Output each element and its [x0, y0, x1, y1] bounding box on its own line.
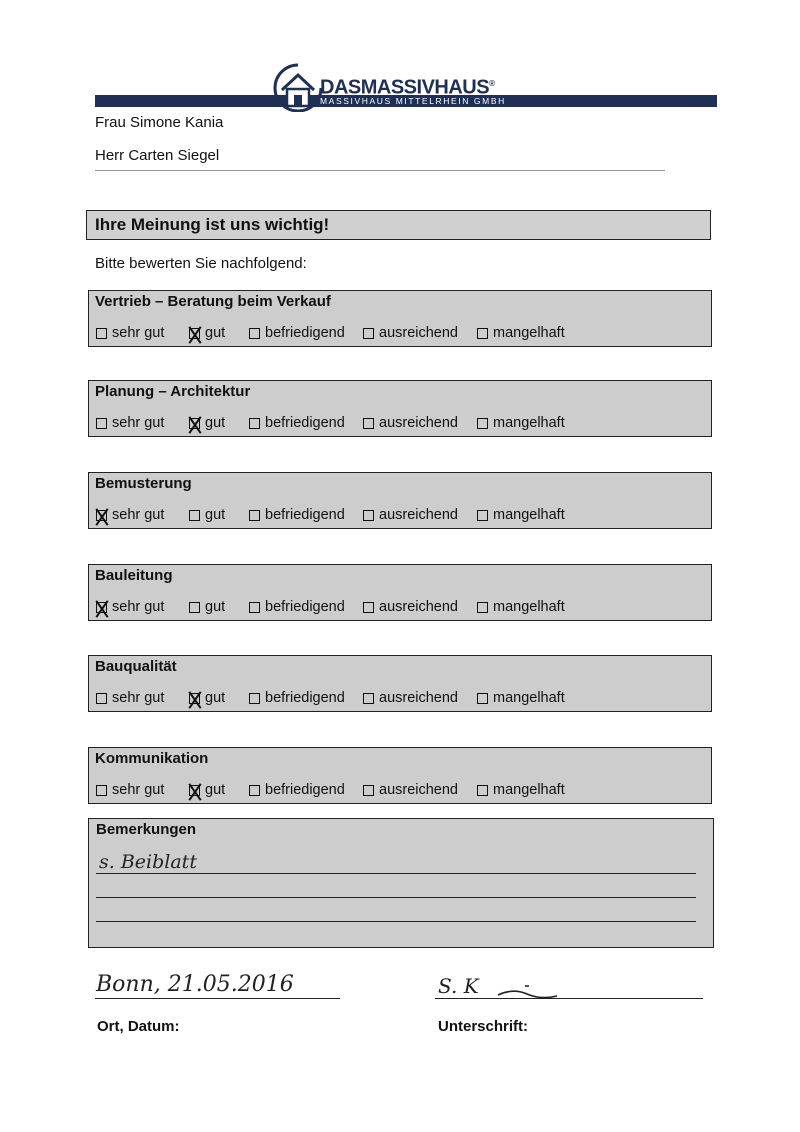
place-date-value[interactable]: Bonn, 21.05.2016 [96, 972, 294, 997]
category-title: Bauleitung [95, 567, 173, 584]
checkbox[interactable] [477, 602, 488, 613]
option-label: mangelhaft [493, 507, 565, 523]
rating-option[interactable] [249, 782, 345, 798]
checkbox[interactable] [249, 418, 260, 429]
rating-option[interactable] [189, 690, 225, 706]
signature-value[interactable]: S. K [438, 974, 479, 998]
checkbox[interactable] [363, 510, 374, 521]
option-label: gut [205, 690, 226, 706]
option-label: ausreichend [379, 599, 458, 615]
rating-option[interactable] [96, 782, 164, 798]
rating-option[interactable] [249, 507, 345, 523]
option-label: sehr gut [112, 782, 165, 798]
rating-option[interactable] [363, 325, 458, 341]
checkbox[interactable] [96, 785, 107, 796]
rating-option[interactable] [189, 599, 225, 615]
option-label: befriedigend [265, 690, 345, 706]
checkbox[interactable] [363, 602, 374, 613]
checkbox[interactable] [249, 785, 260, 796]
rating-option[interactable] [96, 325, 164, 341]
rating-option[interactable] [477, 782, 565, 798]
checkbox[interactable] [249, 510, 260, 521]
checkbox[interactable] [249, 602, 260, 613]
signature-label: Unterschrift: [438, 1018, 529, 1035]
rating-option[interactable] [477, 507, 565, 523]
remarks-box [88, 818, 714, 948]
recipient-2: Herr Carten Siegel [95, 147, 220, 164]
remarks-text[interactable]: s. Beiblatt [99, 851, 197, 873]
option-label: ausreichend [379, 690, 458, 706]
checkbox[interactable] [189, 602, 200, 613]
rating-option[interactable] [189, 507, 225, 523]
checkbox[interactable] [189, 510, 200, 521]
rating-option[interactable] [96, 599, 164, 615]
checkbox[interactable] [477, 785, 488, 796]
rating-option[interactable] [189, 325, 225, 341]
checkbox[interactable] [249, 693, 260, 704]
rating-option[interactable] [477, 599, 565, 615]
checkbox[interactable] [189, 693, 200, 704]
rating-option[interactable] [249, 325, 345, 341]
checkbox[interactable] [363, 328, 374, 339]
option-label: gut [205, 325, 226, 341]
option-label: ausreichend [379, 507, 458, 523]
category-title: Kommunikation [95, 750, 209, 767]
rating-category [88, 564, 712, 621]
remarks-line-1 [96, 873, 696, 874]
rating-option[interactable] [249, 690, 345, 706]
option-label: mangelhaft [493, 690, 565, 706]
signature-line [435, 998, 703, 999]
rating-category [88, 655, 712, 712]
rating-option[interactable] [363, 415, 458, 431]
checkbox[interactable] [249, 328, 260, 339]
checkbox[interactable] [477, 328, 488, 339]
option-label: befriedigend [265, 507, 345, 523]
rating-category [88, 380, 712, 437]
option-label: ausreichend [379, 415, 458, 431]
option-label: gut [205, 507, 226, 523]
rating-option[interactable] [477, 690, 565, 706]
checkbox[interactable] [96, 693, 107, 704]
rating-option[interactable] [363, 782, 458, 798]
option-label: sehr gut [112, 690, 165, 706]
category-title: Vertrieb – Beratung beim Verkauf [95, 293, 331, 310]
checkbox[interactable] [189, 785, 200, 796]
page-title: Ihre Meinung ist uns wichtig! [95, 215, 330, 234]
recipient-1: Frau Simone Kania [95, 114, 224, 131]
option-label: mangelhaft [493, 599, 565, 615]
address-divider [95, 170, 665, 171]
checkbox[interactable] [96, 510, 107, 521]
option-label: mangelhaft [493, 782, 565, 798]
rating-option[interactable] [189, 782, 225, 798]
option-label: ausreichend [379, 325, 458, 341]
checkbox[interactable] [189, 418, 200, 429]
rating-option[interactable] [477, 415, 565, 431]
rating-category [88, 747, 712, 804]
option-label: gut [205, 415, 226, 431]
option-label: mangelhaft [493, 325, 565, 341]
checkbox[interactable] [477, 510, 488, 521]
option-label: sehr gut [112, 507, 165, 523]
option-label: sehr gut [112, 599, 165, 615]
option-label: sehr gut [112, 325, 165, 341]
option-label: gut [205, 782, 226, 798]
checkbox[interactable] [189, 328, 200, 339]
option-label: befriedigend [265, 599, 345, 615]
option-label: befriedigend [265, 782, 345, 798]
option-label: sehr gut [112, 415, 165, 431]
rating-option[interactable] [249, 599, 345, 615]
remarks-title: Bemerkungen [96, 821, 197, 838]
place-date-line [95, 998, 340, 999]
checkbox[interactable] [477, 418, 488, 429]
rating-option[interactable] [96, 415, 164, 431]
rating-option[interactable] [477, 325, 565, 341]
rating-option[interactable] [363, 599, 458, 615]
checkbox[interactable] [96, 602, 107, 613]
remarks-line-2 [96, 897, 696, 898]
place-date-label: Ort, Datum: [97, 1018, 180, 1035]
house-icon [272, 62, 324, 112]
rating-option[interactable] [96, 507, 164, 523]
checkbox[interactable] [363, 693, 374, 704]
intro-text: Bitte bewerten Sie nachfolgend: [95, 255, 307, 272]
logo-brand: DASMASSIVHAUS® [320, 76, 495, 99]
option-label: befriedigend [265, 415, 345, 431]
checkbox[interactable] [477, 693, 488, 704]
rating-option[interactable] [189, 415, 225, 431]
option-label: ausreichend [379, 782, 458, 798]
checkbox[interactable] [363, 418, 374, 429]
headline-box [86, 210, 711, 240]
checkbox[interactable] [96, 418, 107, 429]
rating-category [88, 290, 712, 347]
option-label: mangelhaft [493, 415, 565, 431]
logo-subline: MASSIVHAUS MITTELRHEIN GMBH [320, 96, 506, 106]
category-title: Bauqualität [95, 658, 177, 675]
rating-option[interactable] [363, 507, 458, 523]
remarks-line-3 [96, 921, 696, 922]
option-label: befriedigend [265, 325, 345, 341]
rating-option[interactable] [363, 690, 458, 706]
rating-option[interactable] [249, 415, 345, 431]
rating-option[interactable] [96, 690, 164, 706]
option-label: gut [205, 599, 226, 615]
checkbox[interactable] [363, 785, 374, 796]
checkbox[interactable] [96, 328, 107, 339]
category-title: Bemusterung [95, 475, 192, 492]
rating-category [88, 472, 712, 529]
category-title: Planung – Architektur [95, 383, 251, 400]
